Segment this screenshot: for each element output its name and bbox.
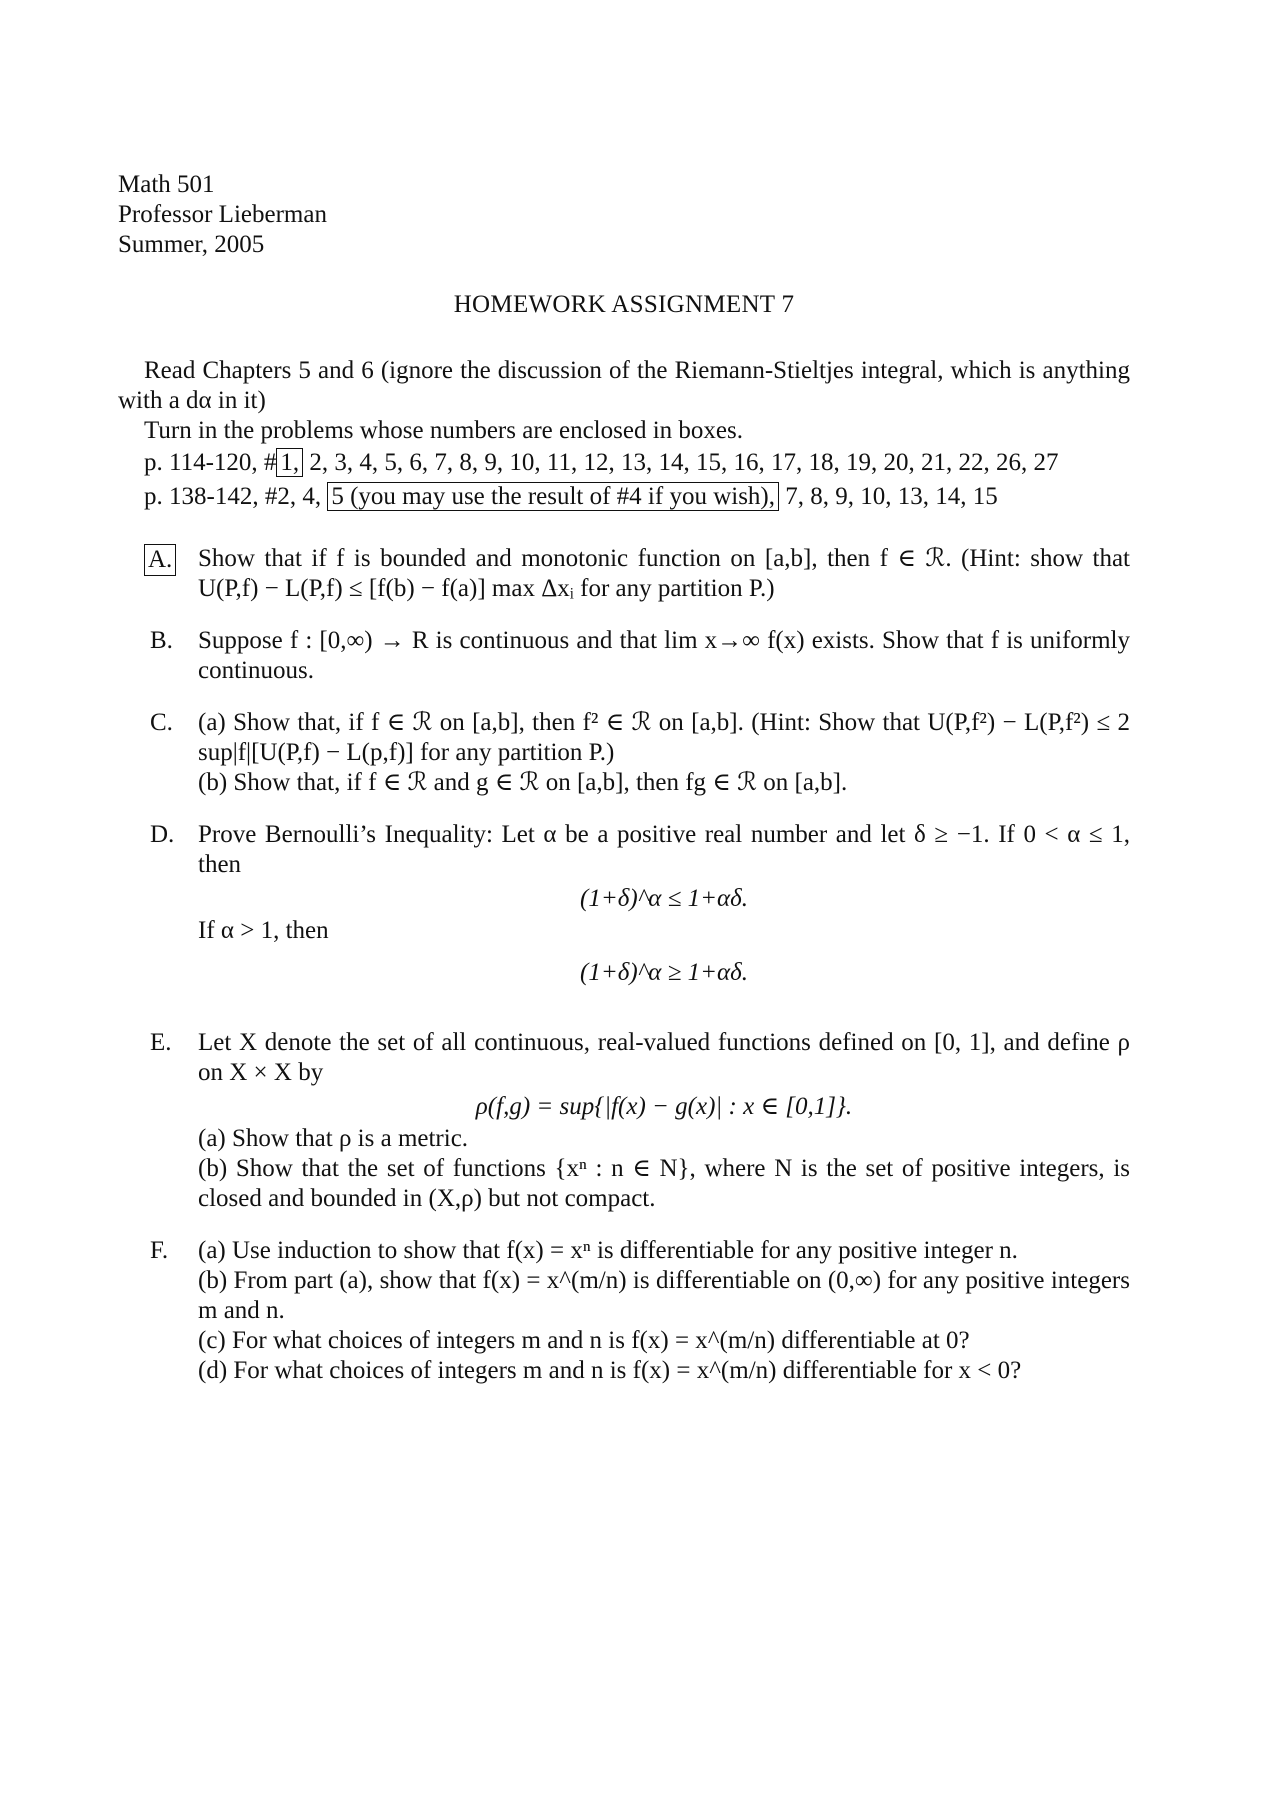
problem-e-text: Let X denote the set of all continuous, real-valued functions defined on [0, 1], and define ρ on X × X by — [198, 1029, 1130, 1086]
assignment-title: HOMEWORK ASSIGNMENT 7 — [453, 291, 795, 318]
problem-f-part-d: (d) For what choices of integers m and n is f(x) = x^(m/n) differentiable for x < 0? — [198, 1357, 1022, 1384]
homework-page — [118, 170, 1130, 1408]
problem-e-part-b: (b) Show that the set of functions {xⁿ : n ∈ N}, where N is the set of positive integers, is closed and bounded in (X,ρ) but not compact. — [198, 1155, 1130, 1212]
problem-list-2 — [144, 480, 1130, 514]
problem-d-label: D. — [150, 821, 175, 848]
problem-e-label: E. — [150, 1029, 172, 1056]
problem-b-label: B. — [150, 627, 173, 654]
problem-list-1 — [144, 446, 1130, 480]
problem-d-equation-2: (1+δ)^α ≥ 1+αδ. — [580, 959, 748, 986]
list1-boxed-problems: 1, — [276, 448, 303, 477]
problem-c-part-a: (a) Show that, if f ∈ ℛ on [a,b], then f² ∈ ℛ on [a,b]. (Hint: Show that U(P,f²) − L(P,f²) ≤ 2 sup|f|[U(P,f) − L(p,f)] for any partition P.) — [198, 709, 1130, 766]
problem-set — [118, 544, 1130, 1386]
course-name: Math 501 — [118, 171, 215, 198]
problem-b-text: Suppose f : [0,∞) → R is continuous and that lim x→∞ f(x) exists. Show that f is uniformly continuous. — [198, 627, 1130, 684]
list1-rest: 2, 3, 4, 5, 6, 7, 8, 9, 10, 11, 12, 13, 14, 15, 16, 17, 18, 19, 20, 21, 22, 26, 27 — [309, 449, 1059, 476]
turn-in-instruction: Turn in the problems whose numbers are enclosed in boxes. — [144, 417, 743, 444]
problem-e — [118, 1028, 1130, 1214]
problem-f-part-b: (b) From part (a), show that f(x) = x^(m/n) is differentiable on (0,∞) for any positive integers m and n. — [198, 1267, 1130, 1324]
instructions — [118, 356, 1130, 514]
reading-instruction: Read Chapters 5 and 6 (ignore the discussion of the Riemann-Stieltjes integral, which is anything with a dα in it) — [118, 357, 1130, 414]
problem-a-text: Show that if f is bounded and monotonic function on [a,b], then f ∈ ℛ. (Hint: show that U(P,f) − L(P,f) ≤ [f(b) − f(a)] max Δxᵢ for any partition P.) — [198, 545, 1130, 602]
list2-prefix: p. 138-142, #2, 4, — [144, 483, 322, 510]
term: Summer, 2005 — [118, 231, 265, 258]
problem-c-label: C. — [150, 709, 173, 736]
problem-f-label: F. — [150, 1237, 169, 1264]
problem-f-part-c: (c) For what choices of integers m and n is f(x) = x^(m/n) differentiable at 0? — [198, 1327, 970, 1354]
problem-e-equation: ρ(f,g) = sup{|f(x) − g(x)| : x ∈ [0,1]}. — [475, 1093, 853, 1120]
list1-prefix: p. 114-120, # — [144, 449, 277, 476]
problem-lists — [118, 446, 1130, 514]
problem-d-text: Prove Bernoulli’s Inequality: Let α be a positive real number and let δ ≥ −1. If 0 < α ≤ 1, then — [198, 821, 1130, 878]
problem-e-part-a: (a) Show that ρ is a metric. — [198, 1125, 469, 1152]
problem-c — [118, 708, 1130, 798]
problem-d-mid-text: If α > 1, then — [198, 917, 329, 944]
problem-f — [118, 1236, 1130, 1386]
problem-d-equation-1: (1+δ)^α ≤ 1+αδ. — [580, 885, 748, 912]
problem-a — [118, 544, 1130, 604]
list2-rest: 7, 8, 9, 10, 13, 14, 15 — [785, 483, 998, 510]
problem-d — [118, 820, 1130, 988]
professor-name: Professor Lieberman — [118, 201, 327, 228]
list2-boxed-problems: 5 (you may use the result of #4 if you wish), — [327, 482, 779, 511]
course-header — [118, 170, 1130, 260]
problem-f-part-a: (a) Use induction to show that f(x) = xⁿ is differentiable for any positive integer n. — [198, 1237, 1018, 1264]
problem-c-part-b: (b) Show that, if f ∈ ℛ and g ∈ ℛ on [a,b], then fg ∈ ℛ on [a,b]. — [198, 769, 848, 796]
problem-a-label: A. — [144, 544, 176, 576]
problem-b — [118, 626, 1130, 686]
